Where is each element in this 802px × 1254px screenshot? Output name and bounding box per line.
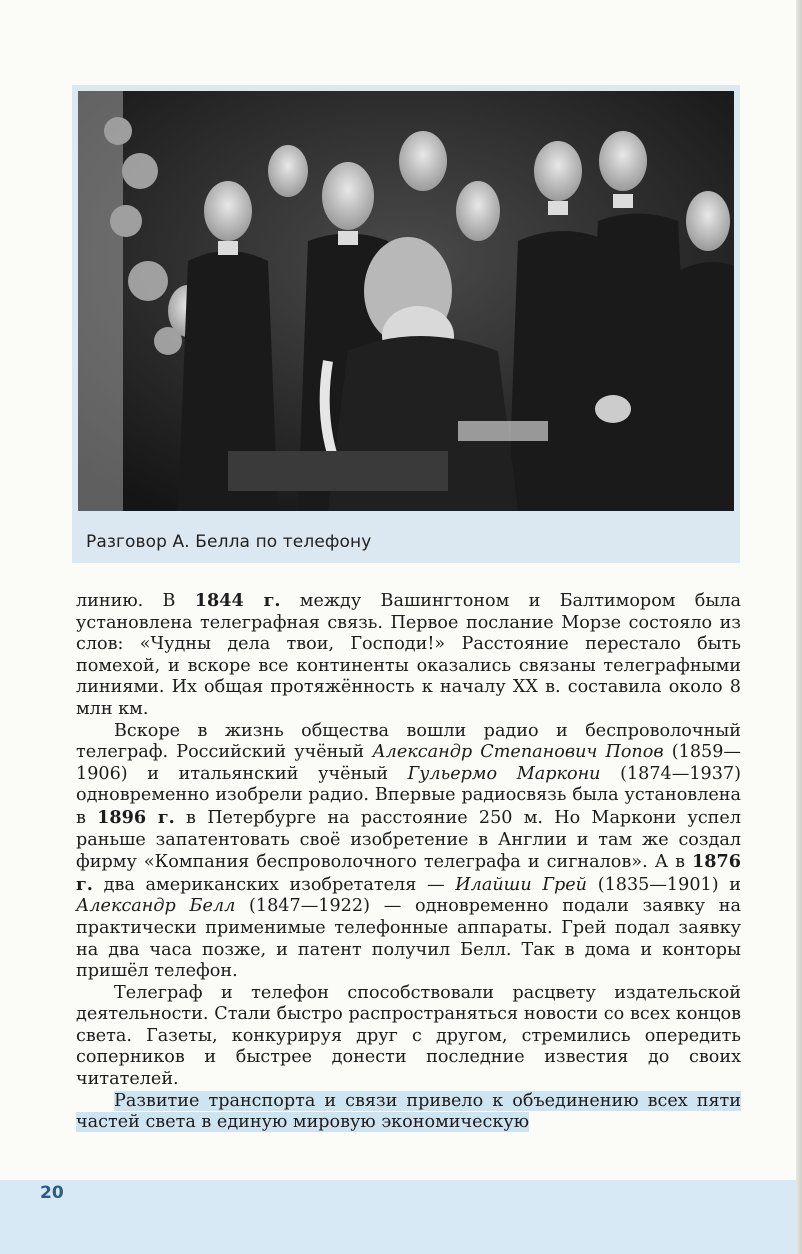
- paragraph: [76, 590, 741, 721]
- figure-caption: Разговор А. Белла по телефону: [86, 532, 372, 552]
- text-run: линию. В: [76, 591, 195, 611]
- paragraph: [76, 721, 741, 983]
- photo-illustration: [78, 91, 734, 511]
- bold-date: 1896 г.: [97, 806, 175, 828]
- text-run: Вскоре в жизнь общества вошли радио и беспроволочный телеграф. Российский учёный: [76, 720, 741, 763]
- text-run: (1847—1922) — одновременно подали заявку на практически применимые телефонные аппараты. Грей подал заявку на два часа позже, и патент получил Белл. Так в дома и конторы пришёл телефон.: [76, 896, 741, 982]
- person-name: Илайши Грей: [455, 874, 588, 895]
- historical-photo: [78, 91, 734, 511]
- highlighted-text: Развитие транспорта и связи привело к объединению всех пяти частей света в единую мировую экономическую: [76, 1090, 741, 1133]
- bold-date: 1876 г.: [76, 851, 741, 895]
- text-run: в Петербурге на расстояние 250 м. Но Маркони успел раньше запатентовать своё изобретение в Англии и там же создал фирму «Компания беспроволочного телеграфа и сигналов». А в: [76, 807, 742, 873]
- text-run: (1874—1937) одновременно изобрели радио. Впервые радиосвязь была установлена в: [76, 763, 741, 828]
- person-name: Гульермо Маркони: [407, 763, 601, 784]
- page-edge: [796, 0, 802, 1254]
- footer-band: [0, 1180, 796, 1254]
- paragraph: [76, 983, 741, 1091]
- highlighted-paragraph: [76, 1091, 741, 1134]
- text-run: два американских изобретателя —: [92, 874, 456, 895]
- bold-date: 1844 г.: [194, 590, 281, 611]
- person-name: Александр Степанович Попов: [372, 742, 664, 763]
- body-text: [76, 590, 741, 1134]
- text-run: (1859—1906) и итальянский учёный: [76, 742, 742, 784]
- text-run: (1835—1901) и: [587, 874, 741, 895]
- person-name: Александр Белл: [76, 896, 236, 917]
- text-run: между Вашингтоном и Балтимором была установлена телеграфная связь. Первое послание Морзе состояло из слов: «Чудны дела твои, Господи!» Расстояние перестало быть помехой, и вскоре все континенты оказались связаны телеграфными линиями. Их общая протяжённость к началу XX в. составила около 8 млн км.: [76, 591, 742, 719]
- text-run: Телеграф и телефон способствовали расцвету издательской деятельности. Стали быстро распространяться новости со всех концов света. Газеты, конкурируя друг с другом, стремились опередить соперников и быстрее донести последние известия до своих читателей.: [76, 982, 741, 1090]
- figure: [72, 85, 740, 563]
- page-number: 20: [40, 1183, 64, 1203]
